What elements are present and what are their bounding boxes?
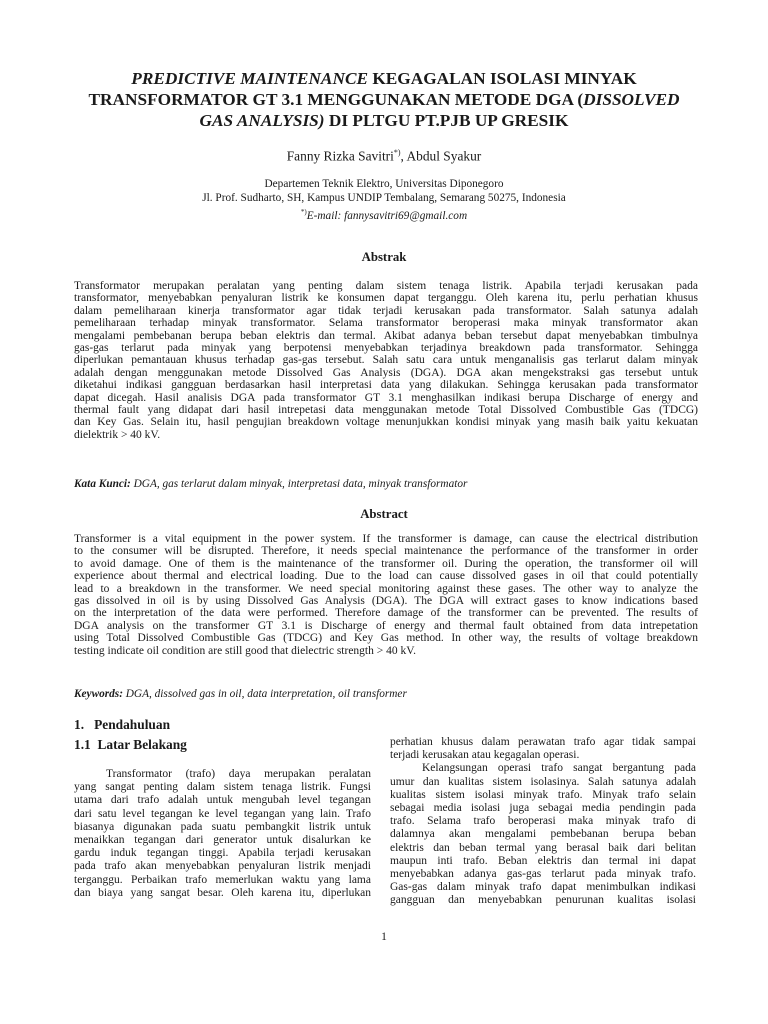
text-line: Transformer is a vital equipment in the power system. If the transformer is damage, can cause the electrical distribution (74, 533, 698, 545)
text-line: Transformator merupakan peralatan yang penting dalam sistem tenaga listrik. Apabila terjadi kerusakan pada (74, 280, 698, 292)
left-column (74, 768, 371, 900)
text-line: adalah dengan menggunakan metode Dissolved Gas Analysis (DGA). DGA akan mengekstraksi gas tersebut untuk (74, 366, 698, 379)
abstrak-body (74, 280, 698, 441)
text-line: dalamnya akan mengalami pembebanan berupa beban (390, 828, 696, 841)
abstrak-heading: Abstrak (361, 250, 407, 264)
affiliation (0, 177, 768, 223)
text-line: gas dissolved in oil is by using Dissolved Gas Analysis (DGA). The DGA will extract gases to know indications based (74, 595, 698, 608)
text-line: menaikkan tegangan dari generator untuk disalurkan ke (74, 834, 371, 847)
affiliation-email: *)E-mail: fannysavitri69@gmail.com (300, 208, 468, 222)
text-line: Transformator (trafo) daya merupakan peralatan (106, 768, 371, 780)
text-line: experience about thermal and electrical loading. Due to the load can cause dissolved gases in oil that could potentially (74, 570, 698, 583)
keywords: Keywords: DGA, dissolved gas in oil, data interpretation, oil transformer (74, 688, 407, 700)
text-line: yang sangat penting dalam sistem tenaga listrik. Fungsi (74, 781, 371, 794)
page-number: 1 (381, 931, 387, 943)
title-line-1: PREDICTIVE MAINTENANCE KEGAGALAN ISOLASI MINYAK (131, 69, 637, 88)
text-line: maupun inti trafo. Beban elektris dan termal ini dapat (390, 854, 696, 867)
text-line: umur dan kualitas sistem isolasinya. Salah satunya adalah (390, 775, 696, 788)
paper-title (60, 68, 708, 131)
text-line: Gas-gas dalam minyak trafo dapat menimbulkan indikasi (390, 881, 696, 894)
text-line: using Total Dissolved Combustible Gas (TDCG) and Key Gas method. In other way, the results of voltage breakdown (74, 632, 698, 645)
text-line: mengalami pembebanan berupa beban elektris dan termal. Akibat adanya beban tersebut dapat menyebabkan timbulnya (74, 329, 698, 342)
title-line-3: GAS ANALYSIS) DI PLTGU PT.PJB UP GRESIK (199, 111, 569, 130)
text-line: gas-gas terlarut pada minyak yang berpotensi menyebabkan terjadinya breakdown pada transformator. Sehingga (74, 342, 698, 355)
right-column (390, 736, 696, 908)
text-line: diperlukan pemantauan khusus terhadap gas-gas tersebut. Salah satu cara untuk menganalisis gas terlarut dalam minyak (74, 354, 698, 367)
text-line: dan Key Gas. Selain itu, hasil pengujian breakdown voltage menunjukkan kondisi minyak yang masih baik yaitu kekuatan (74, 416, 698, 429)
text-line: lead to a breakdown in the transformer. We need special monitoring against these gases. The other way to analyze the (74, 582, 698, 595)
text-line: terjadi kerusakan atau kegagalan operasi. (390, 749, 580, 762)
text-line: trafo. Selama trafo beroperasi maka minyak trafo di (390, 815, 696, 828)
text-line: perhatian khusus dalam perawatan trafo agar tidak sampai (390, 736, 696, 748)
text-line: sebagai media isolasi juga sebagai media pendingin pada (390, 802, 696, 815)
title-line-2: TRANSFORMATOR GT 3.1 MENGGUNAKAN METODE DGA (DISSOLVED (88, 90, 680, 109)
text-line: utama dari trafo adalah untuk mengubah level tegangan (74, 794, 371, 807)
text-line: dan biaya yang sangat besar. Oleh karena itu, diperlukan (74, 886, 371, 899)
text-line: gangguan dan menyebabkan penurunan kualitas isolasi (390, 894, 696, 907)
abstract-body (74, 533, 698, 657)
text-line: elektris dan beban termal yang berasal baik dari belitan (390, 841, 696, 854)
subsection-heading-1-1: 1.1 Latar Belakang (74, 737, 187, 752)
kata-kunci: Kata Kunci: DGA, gas terlarut dalam minyak, interpretasi data, minyak transformator (74, 478, 468, 490)
text-line: to avoid damage. One of them is the maintenance of the transformer oil. During the operation, the transformer oil will (74, 557, 698, 570)
text-line: thermal fault yang didapat dari hasil intrepetasi data menggunakan metode Total Dissolved Combustible Gas (TDCG) (74, 404, 698, 417)
authors: Fanny Rizka Savitri*), Abdul Syakur (286, 148, 482, 164)
affiliation-dept: Departemen Teknik Elektro, Universitas Diponegoro (264, 178, 504, 190)
text-line: dapat dicegah. Hasil analisis DGA pada transformator GT 3.1 menghasilkan indikasi berupa Discharge of energy and (74, 391, 698, 404)
text-line: menyebabkan adanya gas-gas terlarut pada minyak trafo. (390, 868, 696, 881)
text-line: Kelangsungan operasi trafo sangat bergantung pada (422, 762, 696, 775)
text-line: DGA analysis on the transformer GT 3.1 is Discharge of energy and thermal fault obtained from data intrepetation (74, 619, 698, 632)
text-line: dielektrik > 40 kV. (74, 428, 161, 441)
text-line: on the interpretation of the data were performed. Therefore damage of the transformer can be prevented. The results of (74, 607, 698, 620)
abstract-heading: Abstract (360, 507, 408, 521)
text-line: testing indicate oil condition are still good that dielectric strength > 40 kV. (74, 644, 416, 657)
text-line: biasanya digunakan pada suatu pembangkit listrik untuk (74, 820, 371, 833)
text-line: pada trafo akan menyebabkan penyaluran listrik menjadi (74, 860, 371, 873)
text-line: dari satu level tegangan ke level tegangan yang lain. Trafo (74, 807, 371, 820)
affiliation-address: Jl. Prof. Sudharto, SH, Kampus UNDIP Tembalang, Semarang 50275, Indonesia (202, 192, 566, 204)
section-heading-1: 1. Pendahuluan (74, 717, 171, 732)
text-line: diketahui indikasi gangguan berdasarkan hasil interpretasi data yang dilakukan. Sehingga kerusakan pada transformator (74, 379, 698, 392)
text-line: pemeliharaan terhadap minyak transformator. Selama transformator beroperasi maka minyak transformator akan (74, 317, 698, 330)
text-line: dalam pemeliharaan kinerja transformator agar tidak terjadi kerusakan pada transformator. Salah satunya adalah (74, 304, 698, 317)
text-line: terganggu. Perbaikan trafo memerlukan waktu yang lama (74, 873, 371, 886)
text-line: transformator, menyebabkan penyaluran listrik ke konsumen dapat terganggu. Oleh karena itu, perlu perhatian khusus (74, 292, 698, 305)
text-line: to the consumer will be disrupted. Therefore, it needs special maintenance the performance of the transformer in order (74, 545, 698, 558)
text-line: gardu induk tegangan tinggi. Apabila terjadi kerusakan (74, 847, 371, 860)
text-line: kualitas sistem isolasi minyak trafo. Minyak trafo selain (390, 788, 696, 801)
